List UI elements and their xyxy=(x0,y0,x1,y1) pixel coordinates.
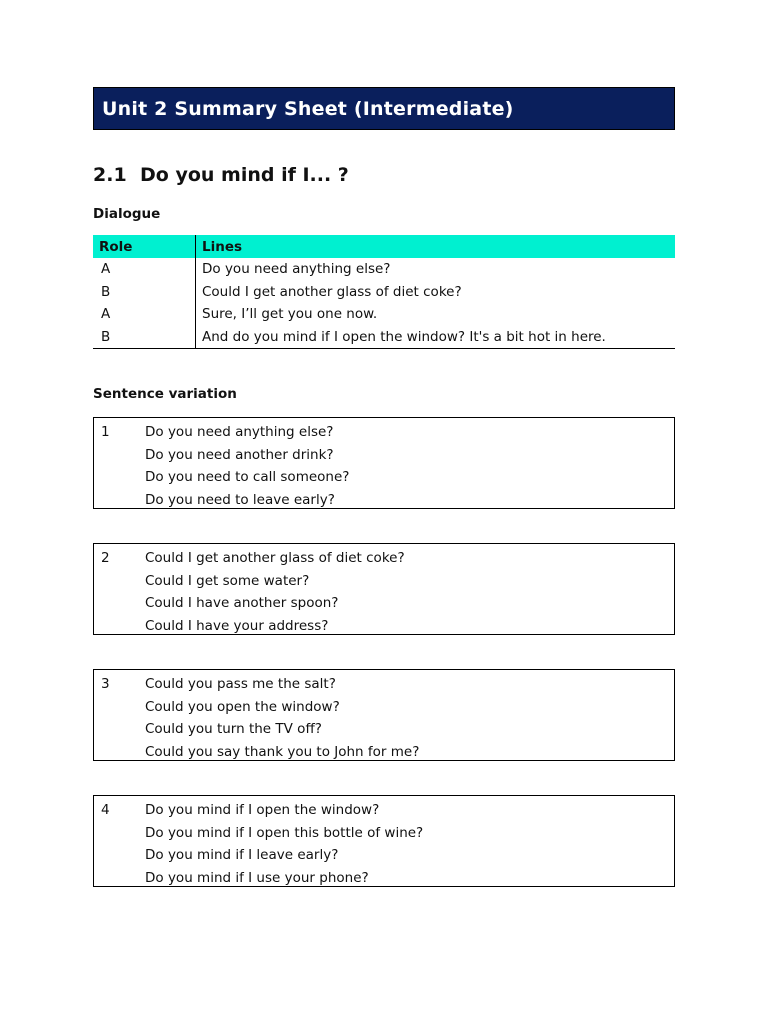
row-role: B xyxy=(93,281,196,304)
variation-line: Could I get another glass of diet coke? xyxy=(145,550,405,566)
row-line: Do you need anything else? xyxy=(202,261,391,278)
variation-line: Could you pass me the salt? xyxy=(145,676,336,692)
page-title: Unit 2 Summary Sheet (Intermediate) xyxy=(93,87,675,130)
variation-box-3 xyxy=(93,669,675,761)
row-role: A xyxy=(93,258,196,281)
variation-line: Do you need to call someone? xyxy=(145,469,350,485)
variation-line: Do you mind if I open the window? xyxy=(145,802,380,818)
table-row xyxy=(93,326,675,349)
variation-box-4 xyxy=(93,795,675,887)
variation-line: Could I get some water? xyxy=(145,572,310,589)
variation-box-1 xyxy=(93,417,675,509)
table-row xyxy=(93,281,675,304)
header-lines: Lines xyxy=(196,235,676,258)
row-line: And do you mind if I open the window? It's a bit hot in here. xyxy=(196,326,676,349)
dialogue-label: Dialogue xyxy=(93,206,161,222)
dialogue-table xyxy=(93,235,675,349)
row-role: B xyxy=(93,326,196,349)
variation-line: Do you need anything else? xyxy=(145,424,334,440)
variation-line: Could I have another spoon? xyxy=(145,595,339,611)
section-title: Do you mind if I... ? xyxy=(140,164,349,186)
variation-line: Do you mind if I use your phone? xyxy=(145,869,369,886)
document-page xyxy=(93,87,675,887)
variation-lines xyxy=(145,799,423,886)
variation-label: Sentence variation xyxy=(93,386,237,402)
section-number: 2.1 xyxy=(93,164,127,186)
variation-line: Do you mind if I leave early? xyxy=(145,847,339,863)
table-row xyxy=(93,258,675,281)
row-line: Could I get another glass of diet coke? xyxy=(202,283,462,300)
variation-number: 2 xyxy=(101,550,110,566)
variation-lines xyxy=(145,547,405,634)
row-line: Sure, I’ll get you one now. xyxy=(202,306,378,323)
row-role: A xyxy=(93,303,196,326)
variation-number: 4 xyxy=(101,802,110,818)
variation-box-2 xyxy=(93,543,675,635)
variation-line: Could you open the window? xyxy=(145,698,340,715)
variation-line: Could you turn the TV off? xyxy=(145,721,322,737)
variation-lines xyxy=(145,421,349,508)
variation-line: Do you mind if I open this bottle of wine? xyxy=(145,824,424,841)
variation-line: Do you need another drink? xyxy=(145,446,334,463)
table-row xyxy=(93,303,675,326)
table-header-row xyxy=(93,235,675,258)
variation-line: Do you need to leave early? xyxy=(145,491,335,508)
variation-line: Could I have your address? xyxy=(145,617,329,634)
section-heading xyxy=(93,163,675,187)
header-role: Role xyxy=(93,235,196,258)
variation-number: 1 xyxy=(101,424,110,440)
variation-line: Could you say thank you to John for me? xyxy=(145,743,420,760)
variation-lines xyxy=(145,673,419,760)
variation-number: 3 xyxy=(101,676,110,692)
